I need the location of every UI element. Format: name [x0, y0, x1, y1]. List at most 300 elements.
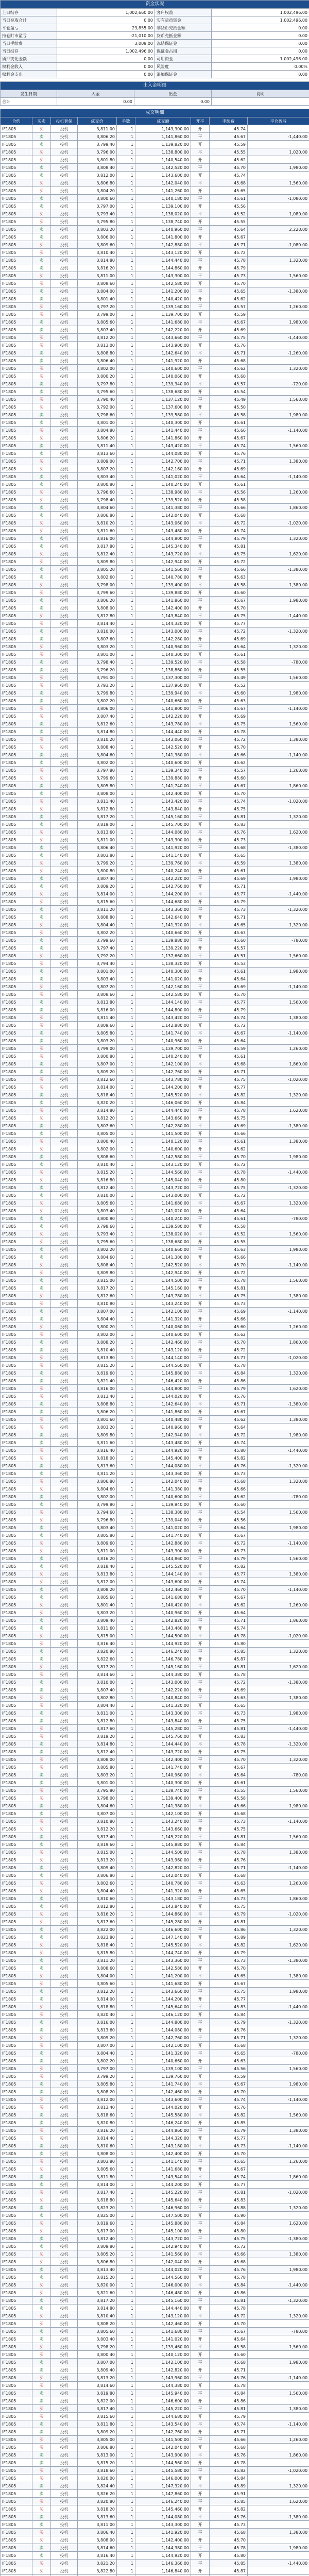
trade-cell — [248, 620, 309, 628]
trade-cell: 1 — [117, 172, 135, 179]
trade-cell: 45.68 — [210, 2258, 248, 2266]
trade-cell — [248, 2382, 309, 2389]
trade-cell: 投机 — [51, 1462, 78, 1470]
trade-cell: IF1805 — [1, 1694, 32, 1702]
trade-cell: 平 — [191, 427, 210, 434]
trade-cell — [248, 2134, 309, 2142]
trade-cell: 1 — [117, 2204, 135, 2212]
trade-cell: 1 — [117, 434, 135, 442]
trade-cell: 1,860.00 — [248, 1617, 309, 1624]
trade-cell: 投机 — [51, 1230, 78, 1238]
trade-row — [1, 612, 309, 620]
trade-cell: IF1805 — [1, 457, 32, 465]
trade-cell: 1,142,160.00 — [135, 983, 191, 991]
trade-cell: 投机 — [51, 380, 78, 388]
summary-label: 当日存取合计 — [1, 16, 57, 24]
trade-cell: 1,380.00 — [248, 2405, 309, 2413]
trade-cell: 开 — [191, 620, 210, 628]
trade-cell: 投机 — [51, 558, 78, 566]
trade-cell: 1,260.00 — [248, 767, 309, 774]
trade-cell — [248, 233, 309, 241]
trade-cell: 投机 — [51, 218, 78, 226]
trade-cell: 卖 — [32, 1161, 51, 1168]
trade-cell: 3,807.00 — [78, 2359, 117, 2366]
trade-cell: 3,804.00 — [78, 1972, 117, 1980]
trade-cell: 卖 — [32, 1439, 51, 1447]
trade-cell: 买 — [32, 736, 51, 743]
trade-row — [1, 1872, 309, 1879]
trade-cell: 投机 — [51, 937, 78, 944]
summary-value: 23,855.00 — [57, 24, 155, 32]
trade-cell: 45.74 — [210, 172, 248, 179]
trade-cell: IF1805 — [1, 2266, 32, 2274]
trade-cell: 45.79 — [210, 264, 248, 272]
trade-cell: 投机 — [51, 342, 78, 349]
trade-row — [1, 1547, 309, 1555]
trade-cell: IF1805 — [1, 1864, 32, 1872]
trade-cell: 投机 — [51, 2552, 78, 2560]
trade-cell: 1 — [117, 2428, 135, 2436]
trade-cell: 平 — [191, 241, 210, 249]
trade-cell: 1,140,120.00 — [135, 1138, 191, 1145]
trade-cell: 1,260.00 — [248, 1323, 309, 1331]
trade-cell: 卖 — [32, 172, 51, 179]
trade-cell: 1,980.00 — [248, 875, 309, 883]
trade-cell: 3,804.60 — [78, 1485, 117, 1493]
trade-cell: 投机 — [51, 628, 78, 635]
trade-cell: -1,440.00 — [248, 2281, 309, 2289]
trade-cell: 1,140,300.00 — [135, 968, 191, 975]
trade-cell: 卖 — [32, 1895, 51, 1903]
trade-cell: 45.70 — [210, 2536, 248, 2544]
trade-row — [1, 890, 309, 898]
trade-cell: IF1805 — [1, 1338, 32, 1346]
trade-cell: 投机 — [51, 2490, 78, 2498]
trade-cell: 买 — [32, 434, 51, 442]
trade-row — [1, 2420, 309, 2428]
trade-cell: 1 — [117, 179, 135, 187]
trade-row — [1, 1679, 309, 1686]
trade-cell: 1,141,740.00 — [135, 1532, 191, 1539]
trade-cell: 3,816.00 — [78, 1385, 117, 1393]
trade-cell: IF1805 — [1, 187, 32, 195]
trade-cell: IF1805 — [1, 2119, 32, 2127]
trade-cell: 45.49 — [210, 396, 248, 403]
trade-cell: -1,380.00 — [248, 1679, 309, 1686]
trade-cell: 卖 — [32, 2057, 51, 2065]
trade-cell: 卖 — [32, 759, 51, 767]
trade-cell: 1 — [117, 519, 135, 527]
trade-cell: 开 — [191, 1439, 210, 1447]
trade-cell — [248, 1238, 309, 1246]
trade-cell: 3,805.60 — [78, 318, 117, 326]
trade-cell: 买 — [32, 272, 51, 280]
trade-cell: 45.78 — [210, 1671, 248, 1679]
trade-cell: 45.74 — [210, 2420, 248, 2428]
trade-row — [1, 1006, 309, 1014]
trade-cell: 45.75 — [210, 334, 248, 342]
trade-cell: 投机 — [51, 388, 78, 396]
trade-cell: 投机 — [51, 743, 78, 751]
trade-cell: 投机 — [51, 311, 78, 318]
trade-row — [1, 349, 309, 357]
trade-cell: 投机 — [51, 2444, 78, 2451]
trade-cell: 开 — [191, 1655, 210, 1663]
trade-cell: 投机 — [51, 2397, 78, 2405]
trade-cell: 1 — [117, 2011, 135, 2019]
trade-cell: 投机 — [51, 2482, 78, 2490]
trade-cell: IF1805 — [1, 689, 32, 697]
trade-cell: 1 — [117, 728, 135, 736]
trade-row — [1, 628, 309, 635]
trade-row — [1, 1060, 309, 1068]
trade-row — [1, 944, 309, 952]
trade-cell: 投机 — [51, 1563, 78, 1570]
trade-cell: 1,142,520.00 — [135, 743, 191, 751]
trade-cell: 1,141,320.00 — [135, 1315, 191, 1323]
trade-cell: 45.61 — [210, 419, 248, 427]
summary-label: 实有货币资金 — [155, 16, 212, 24]
trade-cell: 1,980.00 — [248, 1431, 309, 1439]
summary-value: 1,002,496.00 — [212, 9, 309, 16]
trade-cell: 平 — [191, 1926, 210, 1934]
trade-row — [1, 689, 309, 697]
trade-cell: 45.82 — [210, 1454, 248, 1462]
trade-cell: IF1805 — [1, 2196, 32, 2204]
trade-cell: IF1805 — [1, 1400, 32, 1408]
trade-cell: 卖 — [32, 388, 51, 396]
trade-cell — [248, 1841, 309, 1849]
trade-cell: 投机 — [51, 1516, 78, 1524]
trade-cell: 1 — [117, 1725, 135, 1733]
trade-cell: 平 — [191, 1771, 210, 1779]
trade-cell: 1 — [117, 1470, 135, 1478]
trade-cell: IF1805 — [1, 2552, 32, 2560]
trade-cell: 平 — [191, 318, 210, 326]
trade-cell: 开 — [191, 558, 210, 566]
trade-row — [1, 798, 309, 805]
trade-cell: 1 — [117, 1114, 135, 1122]
trade-cell: IF1805 — [1, 1934, 32, 1941]
trade-cell: 投机 — [51, 1014, 78, 1022]
trade-cell: 45.67 — [210, 233, 248, 241]
trade-cell: IF1805 — [1, 1091, 32, 1099]
trade-cell — [248, 2567, 309, 2575]
trade-cell: 买 — [32, 1454, 51, 1462]
trade-cell: 买 — [32, 465, 51, 473]
trade-cell: 1 — [117, 2544, 135, 2552]
trade-cell: 买 — [32, 2312, 51, 2320]
trade-cell: 卖 — [32, 504, 51, 512]
trade-cell: 45.61 — [210, 195, 248, 202]
trade-row — [1, 2189, 309, 2196]
trade-cell: 3,808.20 — [78, 1586, 117, 1594]
trade-cell: 1 — [117, 1694, 135, 1702]
trade-cell: 1,142,040.00 — [135, 179, 191, 187]
trade-cell: IF1805 — [1, 2158, 32, 2165]
trade-row — [1, 2266, 309, 2274]
trade-cell: 3,818.20 — [78, 2505, 117, 2513]
trade-cell: 1 — [117, 1794, 135, 1802]
trade-row — [1, 1470, 309, 1478]
trade-cell: 1,980.00 — [248, 164, 309, 172]
trade-cell: 卖 — [32, 2521, 51, 2529]
trade-cell: 投机 — [51, 504, 78, 512]
trade-cell: 45.72 — [210, 1269, 248, 1277]
trade-cell: 3,808.80 — [78, 913, 117, 921]
trade-cell: IF1805 — [1, 1787, 32, 1794]
trade-cell: 1,141,020.00 — [135, 1524, 191, 1532]
trade-cell: 1,138,740.00 — [135, 1787, 191, 1794]
trade-cell: 45.70 — [210, 790, 248, 798]
trade-row — [1, 674, 309, 682]
trade-cell: 开 — [191, 249, 210, 257]
trade-cell: 投机 — [51, 1323, 78, 1331]
trade-cell: 1,140,480.00 — [135, 1416, 191, 1423]
trade-cell: 1,141,920.00 — [135, 844, 191, 852]
trade-cell: 3,814.60 — [78, 2382, 117, 2389]
trade-cell: IF1805 — [1, 1887, 32, 1895]
trade-cell: 1 — [117, 257, 135, 264]
trade-cell: 1 — [117, 1346, 135, 1354]
trade-cell — [248, 1563, 309, 1570]
trade-cell: 45.70 — [210, 1964, 248, 1972]
trade-cell: 开 — [191, 1810, 210, 1818]
trade-cell — [248, 573, 309, 581]
trade-cell: 1,380.00 — [248, 1694, 309, 1702]
trade-cell: 买 — [32, 1609, 51, 1617]
trade-cell: 1,560.00 — [248, 442, 309, 450]
trade-cell: 开 — [191, 1779, 210, 1787]
trade-row — [1, 1029, 309, 1037]
trade-cell: 1 — [117, 457, 135, 465]
trade-cell: 投机 — [51, 2366, 78, 2374]
trade-row — [1, 465, 309, 473]
trade-cell: 投机 — [51, 1168, 78, 1176]
trade-row — [1, 141, 309, 148]
trade-cell: 45.77 — [210, 1995, 248, 2003]
trade-cell: 3,812.80 — [78, 1717, 117, 1725]
trade-cell: 平 — [191, 720, 210, 728]
trade-row — [1, 1223, 309, 1230]
trade-cell: 平 — [191, 906, 210, 913]
trades-title: 成交明细 — [1, 109, 309, 117]
trade-cell: 开 — [191, 1594, 210, 1601]
trade-cell: 3,805.80 — [78, 1532, 117, 1539]
trade-cell: 45.72 — [210, 2312, 248, 2320]
trade-cell: 买 — [32, 457, 51, 465]
trade-cell: 45.77 — [210, 2134, 248, 2142]
trade-cell: 1,145,640.00 — [135, 2003, 191, 2011]
trade-row — [1, 1207, 309, 1215]
trade-cell: 3,813.60 — [78, 2026, 117, 2034]
trade-cell: 投机 — [51, 2351, 78, 2359]
trade-cell: 3,817.40 — [78, 1833, 117, 1841]
trade-cell: 3,812.20 — [78, 1825, 117, 1833]
trade-cell: 45.72 — [210, 1539, 248, 1547]
trade-cell: 1,141,320.00 — [135, 2049, 191, 2057]
trade-cell — [248, 2289, 309, 2297]
trade-cell: 1,560.00 — [248, 2343, 309, 2351]
trade-cell: 卖 — [32, 883, 51, 890]
trade-cell: 45.70 — [210, 2150, 248, 2158]
trade-cell: IF1805 — [1, 705, 32, 713]
trade-cell: 买 — [32, 125, 51, 133]
trade-cell: IF1805 — [1, 666, 32, 674]
trade-cell: 投机 — [51, 2475, 78, 2482]
trade-cell — [248, 249, 309, 257]
trade-cell: IF1805 — [1, 1130, 32, 1138]
trade-row — [1, 1423, 309, 1431]
trade-cell: 投机 — [51, 1872, 78, 1879]
trade-cell: 3,817.20 — [78, 813, 117, 821]
trades-header-cell: 手续费 — [210, 117, 248, 125]
trade-cell: 投机 — [51, 1346, 78, 1354]
trade-cell: 平 — [191, 1756, 210, 1764]
trade-cell: 投机 — [51, 1292, 78, 1300]
trade-cell: 45.56 — [210, 488, 248, 496]
trade-row — [1, 2011, 309, 2019]
trade-cell: 买 — [32, 1416, 51, 1423]
trade-cell — [248, 1099, 309, 1107]
trade-cell: 开 — [191, 125, 210, 133]
trade-cell: 卖 — [32, 1029, 51, 1037]
trade-row — [1, 388, 309, 396]
trade-cell: 投机 — [51, 2235, 78, 2243]
trade-cell: 3,818.60 — [78, 2467, 117, 2475]
trade-cell: 卖 — [32, 1594, 51, 1601]
trade-cell: 投机 — [51, 272, 78, 280]
trade-cell: 3,814.00 — [78, 890, 117, 898]
trade-cell: -1,440.00 — [248, 890, 309, 898]
trade-cell: 3,799.60 — [78, 774, 117, 782]
trade-cell: 45.72 — [210, 1192, 248, 1199]
trade-cell — [248, 1980, 309, 1988]
summary-value: 0.00 — [212, 32, 309, 40]
trade-cell: IF1805 — [1, 952, 32, 960]
trade-cell: 买 — [32, 1076, 51, 1083]
trade-cell: 3,820.80 — [78, 1648, 117, 1655]
trade-cell: 投机 — [51, 519, 78, 527]
trade-row — [1, 2366, 309, 2374]
trade-cell: 1,980.00 — [248, 411, 309, 419]
trade-cell: 3,811.00 — [78, 836, 117, 844]
trade-cell: 1 — [117, 689, 135, 697]
trade-cell: 开 — [191, 1253, 210, 1261]
trade-cell: 1,320.00 — [248, 813, 309, 821]
trade-cell: 1 — [117, 2382, 135, 2389]
trade-cell: 投机 — [51, 1416, 78, 1423]
trade-cell: 45.61 — [210, 1138, 248, 1145]
trade-cell: 1,980.00 — [248, 1524, 309, 1532]
trade-row — [1, 1238, 309, 1246]
trade-cell: 3,799.60 — [78, 937, 117, 944]
trade-cell: 3,806.40 — [78, 844, 117, 852]
trade-cell: IF1805 — [1, 334, 32, 342]
trade-cell: 投机 — [51, 1609, 78, 1617]
trade-cell: 45.66 — [210, 2250, 248, 2258]
trade-cell: 买 — [32, 1516, 51, 1524]
trade-cell: IF1805 — [1, 349, 32, 357]
trade-cell: IF1805 — [1, 906, 32, 913]
trade-cell: 卖 — [32, 349, 51, 357]
trade-cell: 3,803.80 — [78, 2158, 117, 2165]
trade-cell: 1,380.00 — [248, 1416, 309, 1423]
trade-cell: IF1805 — [1, 1640, 32, 1648]
trade-cell: 开 — [191, 1053, 210, 1060]
trade-cell: 1,144,080.00 — [135, 1462, 191, 1470]
trade-cell: 卖 — [32, 1130, 51, 1138]
trade-cell: 买 — [32, 210, 51, 218]
trade-cell — [248, 1068, 309, 1076]
trade-cell: 平 — [191, 859, 210, 867]
trade-cell: 1 — [117, 604, 135, 612]
trade-row — [1, 164, 309, 172]
trade-cell: 买 — [32, 488, 51, 496]
trade-cell: 45.72 — [210, 1431, 248, 1439]
trade-cell: 买 — [32, 898, 51, 906]
trade-cell: 投机 — [51, 1679, 78, 1686]
trade-cell: 45.70 — [210, 280, 248, 287]
trade-cell: 卖 — [32, 968, 51, 975]
trade-cell: 1 — [117, 589, 135, 597]
trade-cell: 1 — [117, 1238, 135, 1246]
trade-row — [1, 743, 309, 751]
trade-cell: 平 — [191, 1555, 210, 1563]
trade-cell: 3,815.60 — [78, 898, 117, 906]
trade-row — [1, 1617, 309, 1624]
trade-cell: 1 — [117, 1107, 135, 1114]
trade-cell: 投机 — [51, 2204, 78, 2212]
trade-cell: IF1805 — [1, 1717, 32, 1725]
trade-cell: 1 — [117, 1478, 135, 1485]
trade-cell: 平 — [191, 1972, 210, 1980]
trade-cell: 1 — [117, 2073, 135, 2080]
trade-cell: 1 — [117, 496, 135, 504]
trade-cell: 1,260.00 — [248, 2436, 309, 2444]
trade-cell — [248, 2196, 309, 2204]
trade-cell: IF1805 — [1, 2165, 32, 2173]
trade-cell — [248, 527, 309, 535]
trade-row — [1, 2536, 309, 2544]
trade-row — [1, 968, 309, 975]
trade-cell: 开 — [191, 2490, 210, 2498]
trade-cell: 3,807.00 — [78, 1810, 117, 1818]
trade-cell: 投机 — [51, 1570, 78, 1578]
trade-cell: 45.58 — [210, 1223, 248, 1230]
trade-cell — [248, 2335, 309, 2343]
trade-cell: 平 — [191, 1153, 210, 1161]
trade-cell: 1,141,740.00 — [135, 1764, 191, 1771]
trade-cell: 1 — [117, 1764, 135, 1771]
trade-row — [1, 1810, 309, 1818]
trade-cell: 3,811.00 — [78, 1547, 117, 1555]
trade-cell: 1,620.00 — [248, 1663, 309, 1671]
trade-cell: 投机 — [51, 210, 78, 218]
trade-cell: 开 — [191, 1130, 210, 1138]
trade-cell: 3,796.60 — [78, 488, 117, 496]
trade-row — [1, 2382, 309, 2389]
trade-cell: 投机 — [51, 689, 78, 697]
trade-cell: 投机 — [51, 612, 78, 620]
trade-cell: -780.00 — [248, 2049, 309, 2057]
trade-cell: 投机 — [51, 1045, 78, 1053]
trade-cell: 1 — [117, 1037, 135, 1045]
trade-cell: 平 — [191, 1184, 210, 1192]
trade-cell: 投机 — [51, 257, 78, 264]
trade-cell: 1,144,440.00 — [135, 257, 191, 264]
trade-cell: 投机 — [51, 2212, 78, 2219]
